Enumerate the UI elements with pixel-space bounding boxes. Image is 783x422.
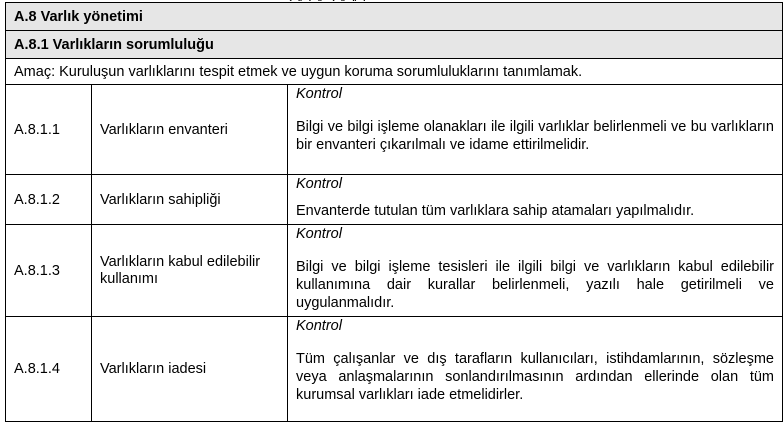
aim-row [6, 59, 783, 85]
subsection-title: A.8.1 Varlıkların sorumluluğu [6, 31, 783, 59]
control-cell [288, 225, 783, 317]
control-code: A.8.1.3 [6, 225, 92, 317]
control-label: Kontrol [296, 176, 342, 192]
control-text: Envanterde tutulan tüm varlıklara sahip atamaları yapılmalıdır. [296, 203, 695, 219]
table-row [6, 175, 783, 225]
control-label: Kontrol [296, 86, 342, 102]
control-name: Varlıkların sahipliği [92, 175, 288, 225]
table-row [6, 225, 783, 317]
control-name: Varlıkların envanteri [92, 85, 288, 175]
controls-table [5, 2, 783, 422]
control-name: Varlıkların iadesi [92, 317, 288, 422]
control-code: A.8.1.4 [6, 317, 92, 422]
control-label: Kontrol [296, 226, 342, 242]
section-row [6, 3, 783, 31]
cut-off-text-fragment [285, 0, 645, 1]
control-text: Bilgi ve bilgi işleme olanakları ile ilgili varlıklar belirlenmeli ve bu varlıkların bir envanteri çıkarılmalı ve idame ettirilmelidir. [296, 119, 774, 153]
section-title: A.8 Varlık yönetimi [6, 3, 783, 31]
control-text: Bilgi ve bilgi işleme tesisleri ile ilgili bilgi ve varlıkların kabul edilebilir kullanımına dair kurallar belirlenmeli, yazılı hale getirilmeli ve uygulanmalıdır. [296, 259, 774, 311]
control-code: A.8.1.1 [6, 85, 92, 175]
control-cell [288, 85, 783, 175]
control-label: Kontrol [296, 318, 342, 334]
aim-text: Amaç: Kuruluşun varlıklarını tespit etmek ve uygun koruma sorumluluklarını tanımlamak. [6, 59, 783, 85]
control-name: Varlıkların kabul edilebilir kullanımı [92, 225, 288, 317]
control-cell [288, 175, 783, 225]
control-cell [288, 317, 783, 422]
table-row [6, 85, 783, 175]
table-row [6, 317, 783, 422]
control-code: A.8.1.2 [6, 175, 92, 225]
subsection-row [6, 31, 783, 59]
control-text: Tüm çalışanlar ve dış tarafların kullanıcıları, istihdamlarının, sözleşme veya anlaşmalarının sonlandırılmasının ardından ellerinde olan tüm kurumsal varlıkları iade etmelidirler. [296, 351, 774, 403]
